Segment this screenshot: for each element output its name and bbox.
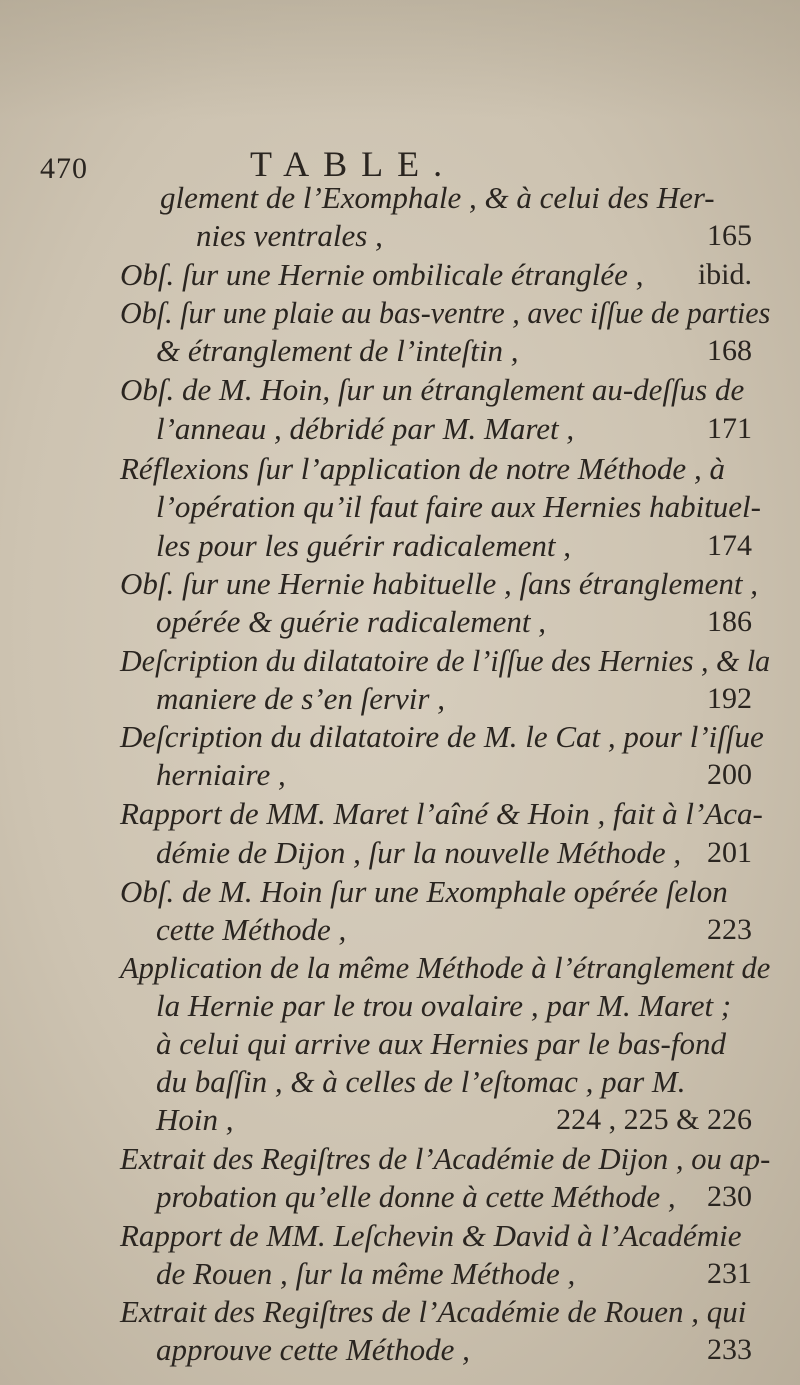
entry-page-number: 223: [707, 912, 752, 946]
entry-line: herniaire ,: [156, 757, 286, 793]
entry-line: à celui qui arrive aux Hernies par le bas-fond: [156, 1026, 726, 1062]
entry-line: Hoin ,: [156, 1102, 234, 1138]
entry-line: & étranglement de l’inteſtin ,: [156, 333, 519, 369]
entry-line: nies ventrales ,: [196, 218, 383, 254]
entry-line: glement de l’Exomphale , & à celui des Her-: [160, 180, 715, 215]
entry-page-number: 233: [707, 1333, 752, 1366]
entry-line: probation qu’elle donne à cette Méthode ,: [156, 1179, 676, 1215]
entry-page-number: 224 , 225 & 226: [556, 1103, 752, 1137]
entry-page-number: 230: [707, 1180, 752, 1214]
entry-line: de Rouen , ſur la même Méthode ,: [156, 1255, 576, 1291]
entry-line: Rapport de MM. Leſchevin & David à l’Académie: [120, 1217, 742, 1253]
running-head: TABLE.: [250, 144, 457, 184]
entry-page-number: 192: [707, 682, 752, 716]
entry-line: Extrait des Regiſtres de l’Académie de Rouen , qui: [120, 1293, 747, 1329]
entry-page-number: 231: [707, 1256, 752, 1290]
entry-page-number: ibid.: [697, 258, 752, 292]
entry-line: Réflexions ſur l’application de notre Méthode , à: [120, 450, 725, 486]
entry-line: Extrait des Regiſtres de l’Académie de Dijon , ou ap-: [120, 1141, 771, 1177]
entry-page-number: 174: [707, 528, 752, 562]
entry-line: l’opération qu’il faut faire aux Hernies habituel-: [156, 488, 761, 524]
entry-line: Obſ. ſur une Hernie habituelle , ſans étranglement ,: [120, 565, 758, 601]
entry-page-number: 171: [707, 411, 752, 445]
entry-page-number: 201: [707, 835, 752, 869]
entry-line: Deſcription du dilatatoire de M. le Cat , pour l’iſſue: [120, 719, 764, 755]
entry-line: cette Méthode ,: [156, 911, 347, 947]
entry-line: l’anneau , débridé par M. Maret ,: [156, 410, 575, 446]
entry-line: Deſcription du dilatatoire de l’iſſue des Hernies , & la: [120, 642, 771, 678]
entry-page-number: 165: [707, 219, 752, 253]
entry-line: démie de Dijon , ſur la nouvelle Méthode ,: [156, 834, 682, 870]
entry-line: opérée & guérie radicalement ,: [156, 603, 546, 639]
entry-line: Application de la même Méthode à l’étranglement de: [120, 949, 771, 985]
entry-line: les pour les guérir radicalement ,: [156, 527, 572, 563]
page-number: 470: [40, 152, 88, 185]
entry-page-number: 186: [707, 604, 752, 638]
entry-line: du baſſin , & à celles de l’eſtomac , par M.: [156, 1064, 686, 1100]
entry-page-number: 168: [707, 334, 752, 368]
entry-line: Obſ. ſur une plaie au bas-ventre , avec iſſue de parties: [120, 295, 771, 331]
entry-line: approuve cette Méthode ,: [156, 1332, 470, 1367]
entry-line: Obſ. ſur une Hernie ombilicale étranglée ,: [120, 257, 644, 293]
entry-line: Obſ. de M. Hoin, ſur un étranglement au-deſſus de: [120, 372, 745, 408]
entry-page-number: 200: [707, 758, 752, 792]
entry-line: la Hernie par le trou ovalaire , par M. Maret ;: [156, 987, 732, 1023]
entry-line: Obſ. de M. Hoin ſur une Exomphale opérée ſelon: [120, 873, 728, 909]
entry-line: maniere de s’en ſervir ,: [156, 681, 445, 717]
entry-line: Rapport de MM. Maret l’aîné & Hoin , fait à l’Aca-: [120, 796, 763, 832]
